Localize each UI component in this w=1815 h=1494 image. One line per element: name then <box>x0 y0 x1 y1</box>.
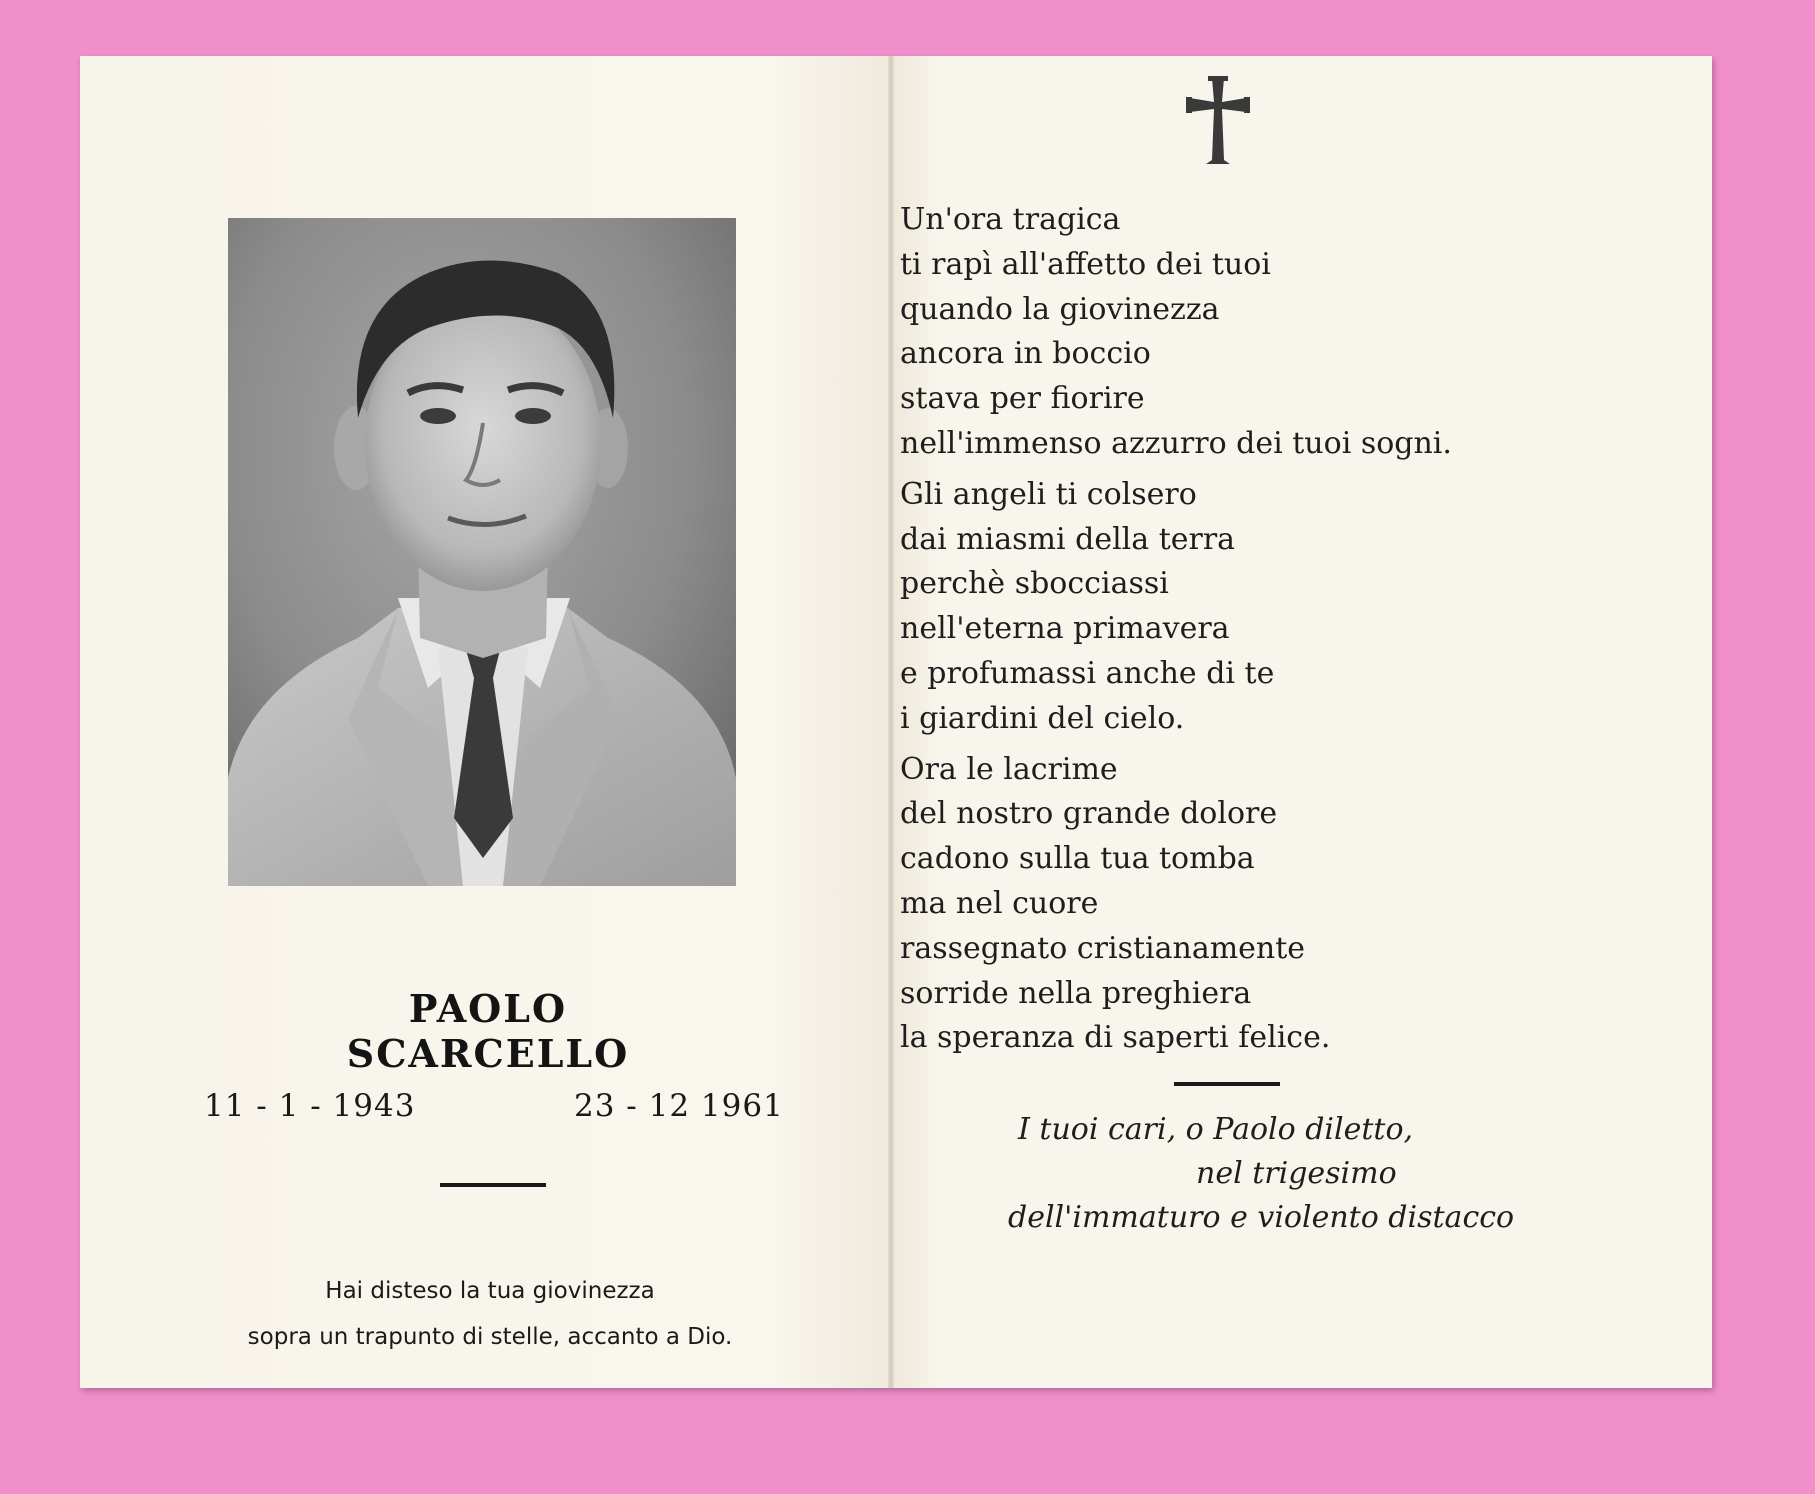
death-date: 23 - 12 1961 <box>574 1088 784 1124</box>
poem-line: del nostro grande dolore <box>900 796 1278 832</box>
poem-line: perchè sbocciassi <box>900 566 1169 602</box>
epigraph <box>200 1268 780 1360</box>
poem-line: rassegnato cristianamente <box>900 930 1306 966</box>
poem-line: Un'ora tragica <box>900 202 1121 237</box>
deceased-name: PAOLO SCARCELLO <box>346 986 630 1076</box>
poem-line: la speranza di saperti felice. <box>900 1020 1331 1056</box>
dedication-line: I tuoi cari, o Paolo diletto, <box>1018 1112 1414 1147</box>
poem-line: quando la giovinezza <box>900 291 1220 327</box>
poem-line: i giardini del cielo. <box>900 700 1185 736</box>
poem-line: ti rapì all'affetto dei tuoi <box>900 246 1271 282</box>
poem-line: ma nel cuore <box>900 885 1099 921</box>
portrait-photo <box>228 218 736 886</box>
dedication-line: dell'immaturo e violento distacco <box>1008 1200 1515 1235</box>
poem-stanza <box>900 198 1452 467</box>
poem-line: cadono sulla tua tomba <box>900 841 1255 877</box>
poem-line: e profumassi anche di te <box>900 655 1275 691</box>
poem-stanza <box>900 748 1452 1062</box>
divider-rule <box>440 1183 546 1187</box>
epigraph-line: sopra un trapunto di stelle, accanto a Dio. <box>247 1324 733 1350</box>
divider-rule <box>1174 1082 1280 1086</box>
cross-icon <box>1186 76 1250 166</box>
poem <box>900 198 1452 1067</box>
poem-line: nell'immenso azzurro dei tuoi sogni. <box>900 425 1452 461</box>
epigraph-line: Hai disteso la tua giovinezza <box>325 1278 655 1304</box>
birth-date: 11 - 1 - 1943 <box>204 1088 416 1124</box>
poem-line: stava per fiorire <box>900 381 1145 417</box>
dedication-line: nel trigesimo <box>1196 1156 1397 1191</box>
poem-line: Gli angeli ti colsero <box>900 476 1197 512</box>
poem-line: dai miasmi della terra <box>900 521 1236 557</box>
left-panel <box>80 56 892 1388</box>
dedication <box>924 1108 1624 1240</box>
poem-line: Ora le lacrime <box>900 751 1118 787</box>
poem-stanza <box>900 473 1452 742</box>
poem-line: ancora in boccio <box>900 336 1151 372</box>
poem-line: sorride nella preghiera <box>900 975 1252 1011</box>
card-fold <box>888 56 894 1388</box>
poem-line: nell'eterna primavera <box>900 611 1230 647</box>
